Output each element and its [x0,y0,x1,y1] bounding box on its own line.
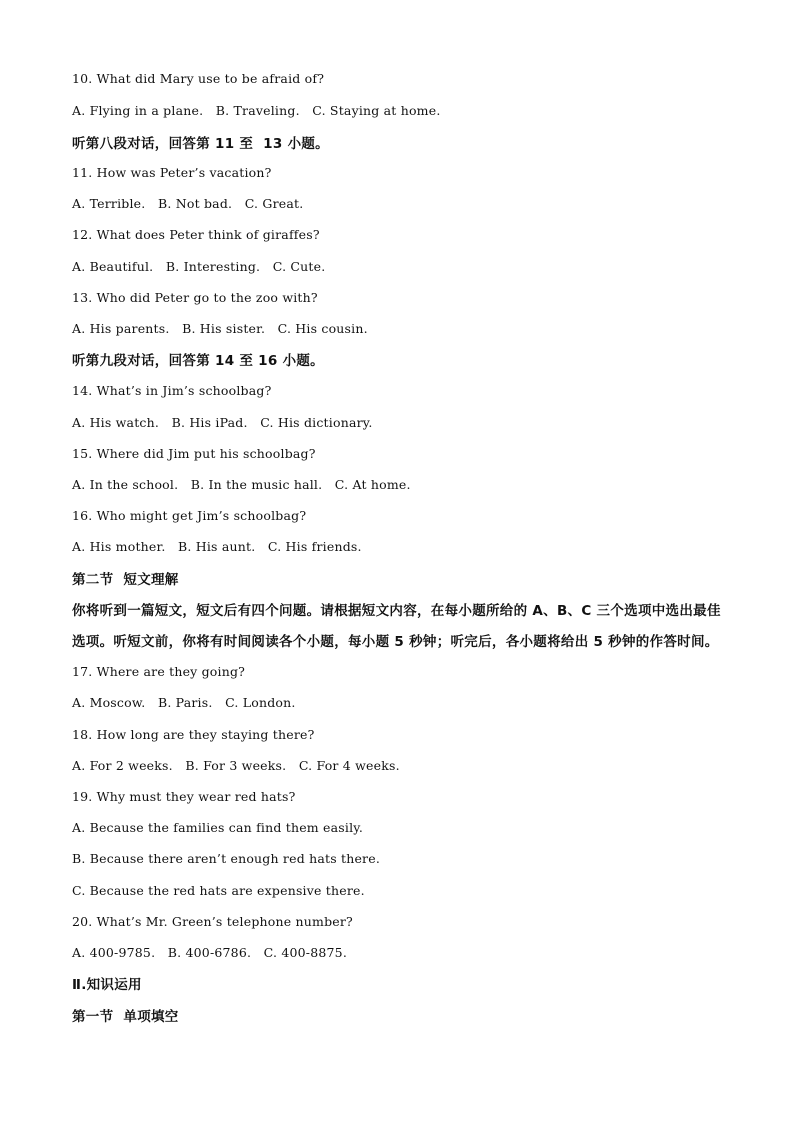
section-title-part-2: 第二节 短文理解 [72,572,179,588]
question-17: 17. Where are they going? [72,664,246,679]
question-10: 10. What did Mary use to be afraid of? [72,71,325,86]
options-10: A. Flying in a plane. B. Traveling. C. Staying at home. [72,103,441,118]
options-18: A. For 2 weeks. B. For 3 weeks. C. For 4 weeks. [72,758,400,773]
options-14: A. His watch. B. His iPad. C. His dictionary. [72,415,373,430]
question-15: 15. Where did Jim put his schoolbag? [72,446,316,461]
options-20: A. 400-9785. B. 400-6786. C. 400-8875. [72,945,348,960]
question-12: 12. What does Peter think of giraffes? [72,227,320,242]
question-11: 11. How was Peter’s vacation? [72,165,272,180]
options-16: A. His mother. B. His aunt. C. His friends. [72,539,362,554]
part-title-2: Ⅱ.知识运用 [72,977,142,993]
option-19-c: C. Because the red hats are expensive there. [72,883,365,898]
options-17: A. Moscow. B. Paris. C. London. [72,695,296,710]
options-11: A. Terrible. B. Not bad. C. Great. [72,196,304,211]
section-heading-8: 听第八段对话，回答第 11 至 13 小题。 [72,136,329,152]
instructions-line-2: 选项。听短文前，你将有时间阅读各个小题，每小题 5 秒钟；听完后，各小题将给出 5 秒钟的作答时间。 [72,634,719,650]
options-12: A. Beautiful. B. Interesting. C. Cute. [72,259,326,274]
question-19: 19. Why must they wear red hats? [72,789,296,804]
question-16: 16. Who might get Jim’s schoolbag? [72,508,307,523]
question-18: 18. How long are they staying there? [72,727,315,742]
section-title-part-1: 第一节 单项填空 [72,1009,179,1025]
question-20: 20. What’s Mr. Green’s telephone number? [72,914,353,929]
options-13: A. His parents. B. His sister. C. His cousin. [72,321,368,336]
instructions-line-1: 你将听到一篇短文，短文后有四个问题。请根据短文内容，在每小题所给的 A、B、C 三个选项中选出最佳 [72,603,721,619]
options-15: A. In the school. B. In the music hall. C. At home. [72,477,411,492]
option-19-b: B. Because there aren’t enough red hats there. [72,851,380,866]
option-19-a: A. Because the families can find them easily. [72,820,364,835]
question-14: 14. What’s in Jim’s schoolbag? [72,383,272,398]
question-13: 13. Who did Peter go to the zoo with? [72,290,318,305]
section-heading-9: 听第九段对话，回答第 14 至 16 小题。 [72,353,324,369]
